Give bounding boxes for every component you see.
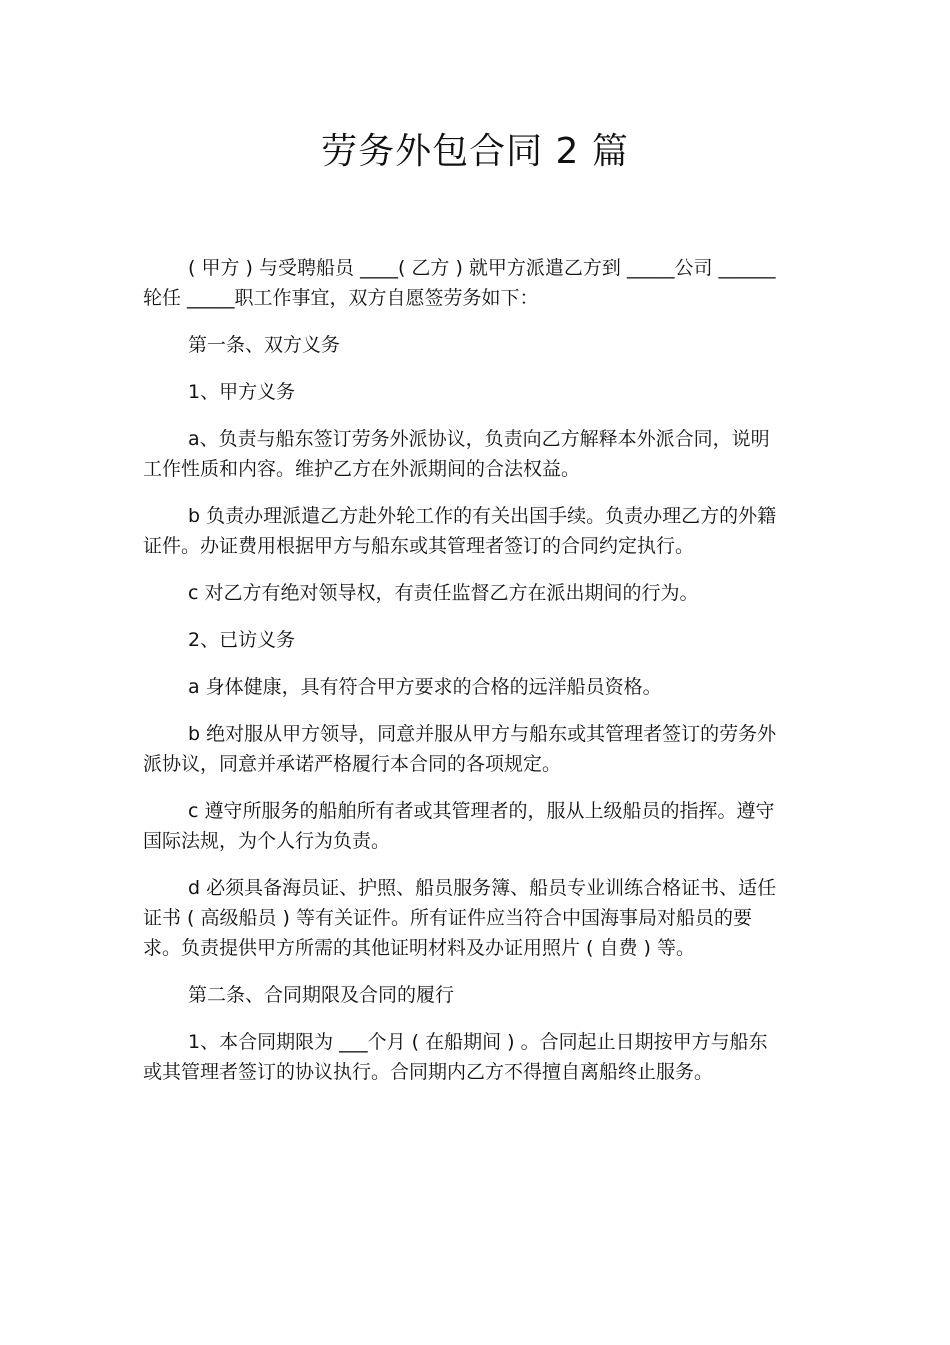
- clause-paragraph: b 绝对服从甲方领导，同意并服从甲方与船东或其管理者签订的劳务外派协议，同意并承诺严格履行本合同的各项规定。: [143, 723, 777, 775]
- clause-paragraph: a 身体健康，具有符合甲方要求的合格的远洋船员资格。: [188, 676, 662, 698]
- clause-paragraph: d 必须具备海员证、护照、船员服务簿、船员专业训练合格证书、适任证书 ( 高级船员 ) 等有关证件。所有证件应当符合中国海事局对船员的要求。负责提供甲方所需的其他证明材料及办证用照片 ( 自费 ) 等。: [143, 877, 777, 959]
- article-2-heading: 第二条、合同期限及合同的履行: [188, 984, 455, 1006]
- party-b-obligations-heading: 2、已访义务: [188, 629, 296, 651]
- intro-paragraph: ( 甲方 ) 与受聘船员 ____( 乙方 ) 就甲方派遣乙方到 _____公司 ______ 轮任 _____职工作事宜，双方自愿签劳务如下：: [143, 257, 776, 309]
- clause-paragraph: c 对乙方有绝对领导权，有责任监督乙方在派出期间的行为。: [188, 582, 699, 604]
- clause-paragraph: 1、本合同期限为 ___个月 ( 在船期间 ) 。合同起止日期按甲方与船东或其管理者签订的协议执行。合同期内乙方不得擅自离船终止服务。: [143, 1031, 768, 1083]
- article-1-heading: 第一条、双方义务: [188, 334, 341, 356]
- party-a-obligations-heading: 1、甲方义务: [188, 381, 296, 403]
- document-title: 劳务外包合同 2 篇: [321, 131, 629, 172]
- clause-paragraph: a、负责与船东签订劳务外派协议，负责向乙方解释本外派合同，说明工作性质和内容。维护乙方在外派期间的合法权益。: [143, 428, 770, 480]
- clause-paragraph: b 负责办理派遣乙方赴外轮工作的有关出国手续。负责办理乙方的外籍证件。办证费用根据甲方与船东或其管理者签订的合同约定执行。: [143, 505, 777, 557]
- document-body: [143, 253, 783, 1104]
- clause-paragraph: c 遵守所服务的船舶所有者或其管理者的，服从上级船员的指挥。遵守国际法规，为个人行为负责。: [143, 800, 775, 852]
